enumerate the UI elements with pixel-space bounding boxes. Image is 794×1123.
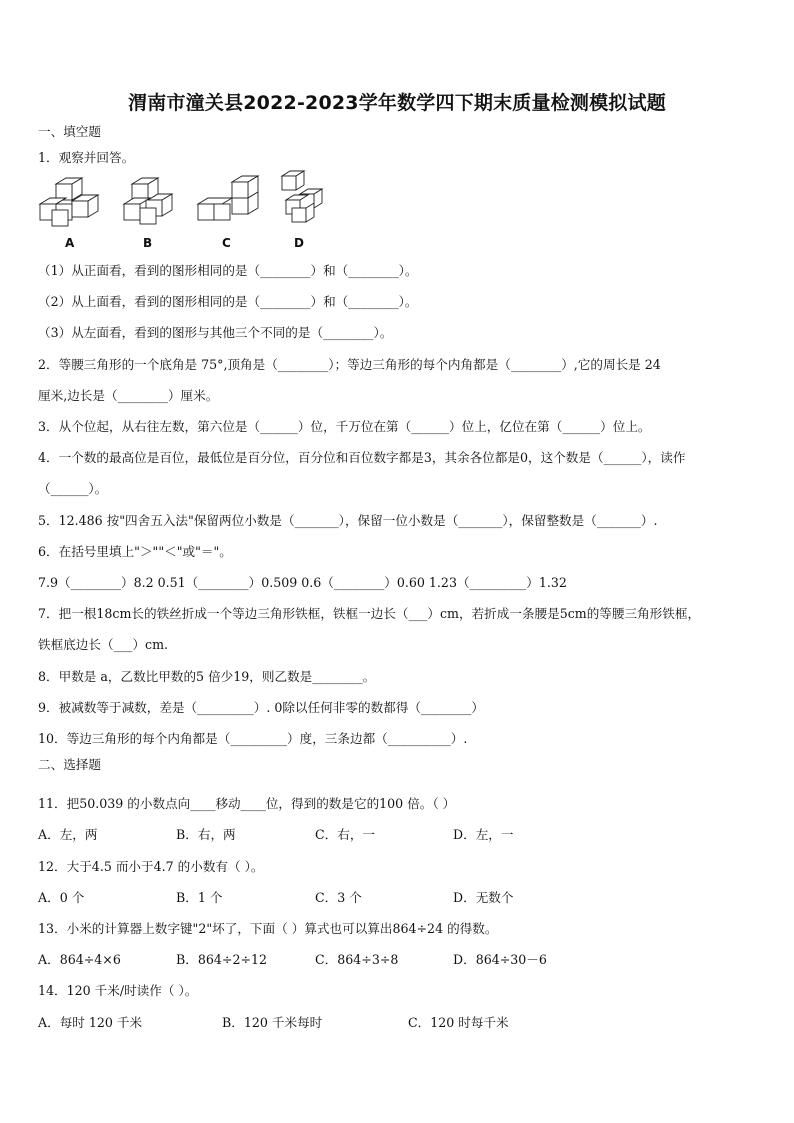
page-title: 渭南市潼关县2022-2023学年数学四下期末质量检测模拟试题 (128, 92, 666, 114)
section-choice-heading: 二、选择题 (38, 757, 101, 772)
figure-label-b: B (143, 236, 153, 250)
figure-label-a: A (65, 236, 75, 250)
q12-option-a[interactable]: A．0 个 (38, 890, 85, 905)
q12-option-b[interactable]: B．1 个 (176, 890, 223, 905)
cube-figure-d (278, 168, 328, 230)
question-9: 9．被减数等于减数，差是（_________）. 0除以任何非零的数都得（________） (38, 700, 484, 715)
q14-option-b[interactable]: B．120 千米每时 (222, 1015, 323, 1030)
question-12: 12．大于4.5 而小于4.7 的小数有（ ）。 (38, 859, 264, 874)
question-1-part-2: （2）从上面看，看到的图形相同的是（________）和（________）。 (38, 294, 418, 309)
q11-option-a[interactable]: A．左，两 (38, 827, 98, 842)
question-2-line-1: 2．等腰三角形的一个底角是 75°,顶角是（________）；等边三角形的每个内角都是（________）,它的周长是 24 (38, 357, 661, 372)
question-11: 11．把50.039 的小数点向____移动____位，得到的数是它的100 倍。（ ） (38, 796, 456, 811)
cube-figure-b (120, 174, 176, 230)
question-6: 6．在括号里填上"＞""＜"或"＝"。 (38, 544, 232, 559)
q11-option-d[interactable]: D．左，一 (453, 827, 514, 842)
question-7-line-2: 铁框底边长（___）cm. (38, 637, 169, 652)
question-7-line-1: 7．把一根18cm长的铁丝折成一个等边三角形铁框，铁框一边长（___）cm，若折成一条腰是5cm的等腰三角形铁框， (38, 606, 701, 621)
cube-figure-c (194, 174, 264, 230)
q13-option-a[interactable]: A．864÷4×6 (38, 952, 121, 967)
q13-option-c[interactable]: C．864÷3÷8 (315, 952, 399, 967)
question-1-part-3: （3）从左面看，看到的图形与其他三个不同的是（________）。 (38, 325, 393, 340)
question-2-line-2: 厘米,边长是（________）厘米。 (38, 388, 219, 403)
question-3: 3．从个位起，从右往左数，第六位是（______）位，千万位在第（______）位上，亿位在第（______）位上。 (38, 419, 651, 434)
figure-label-c: C (222, 236, 231, 250)
question-10: 10．等边三角形的每个内角都是（_________）度，三条边都（__________）. (38, 731, 468, 746)
question-4-line-2: （______）。 (38, 481, 108, 496)
q12-option-d[interactable]: D．无数个 (453, 890, 514, 905)
question-8: 8．甲数是 a，乙数比甲数的5 倍少19，则乙数是________。 (38, 669, 376, 684)
q12-option-c[interactable]: C．3 个 (315, 890, 362, 905)
question-5: 5．12.486 按"四舍五入法"保留两位小数是（_______），保留一位小数是（_______），保留整数是（_______）. (38, 513, 658, 528)
figure-label-d: D (294, 236, 304, 250)
question-1-part-1: （1）从正面看，看到的图形相同的是（________）和（________）。 (38, 263, 418, 278)
question-14: 14．120 千米/时读作（ ）。 (38, 983, 198, 998)
q11-option-c[interactable]: C．右，一 (315, 827, 376, 842)
question-13: 13．小米的计算器上数字键"2"坏了，下面（ ）算式也可以算出864÷24 的得数。 (38, 921, 498, 936)
q13-option-b[interactable]: B．864÷2÷12 (176, 952, 268, 967)
q13-option-d[interactable]: D．864÷30－6 (453, 952, 547, 967)
q14-option-a[interactable]: A．每时 120 千米 (38, 1015, 143, 1030)
section-fill-blank-heading: 一、填空题 (38, 124, 101, 139)
q11-option-b[interactable]: B．右，两 (176, 827, 236, 842)
q14-option-c[interactable]: C．120 时每千米 (408, 1015, 509, 1030)
question-1: 1．观察并回答。 (38, 150, 135, 165)
cube-figure-a (36, 174, 102, 230)
question-4-line-1: 4．一个数的最高位是百位，最低位是百分位，百分位和百位数字都是3，其余各位都是0，这个数是（______），读作 (38, 450, 686, 465)
question-6-comparisons: 7.9（________）8.2 0.51（________）0.509 0.6（________）0.60 1.23（_________）1.32 (38, 575, 567, 590)
